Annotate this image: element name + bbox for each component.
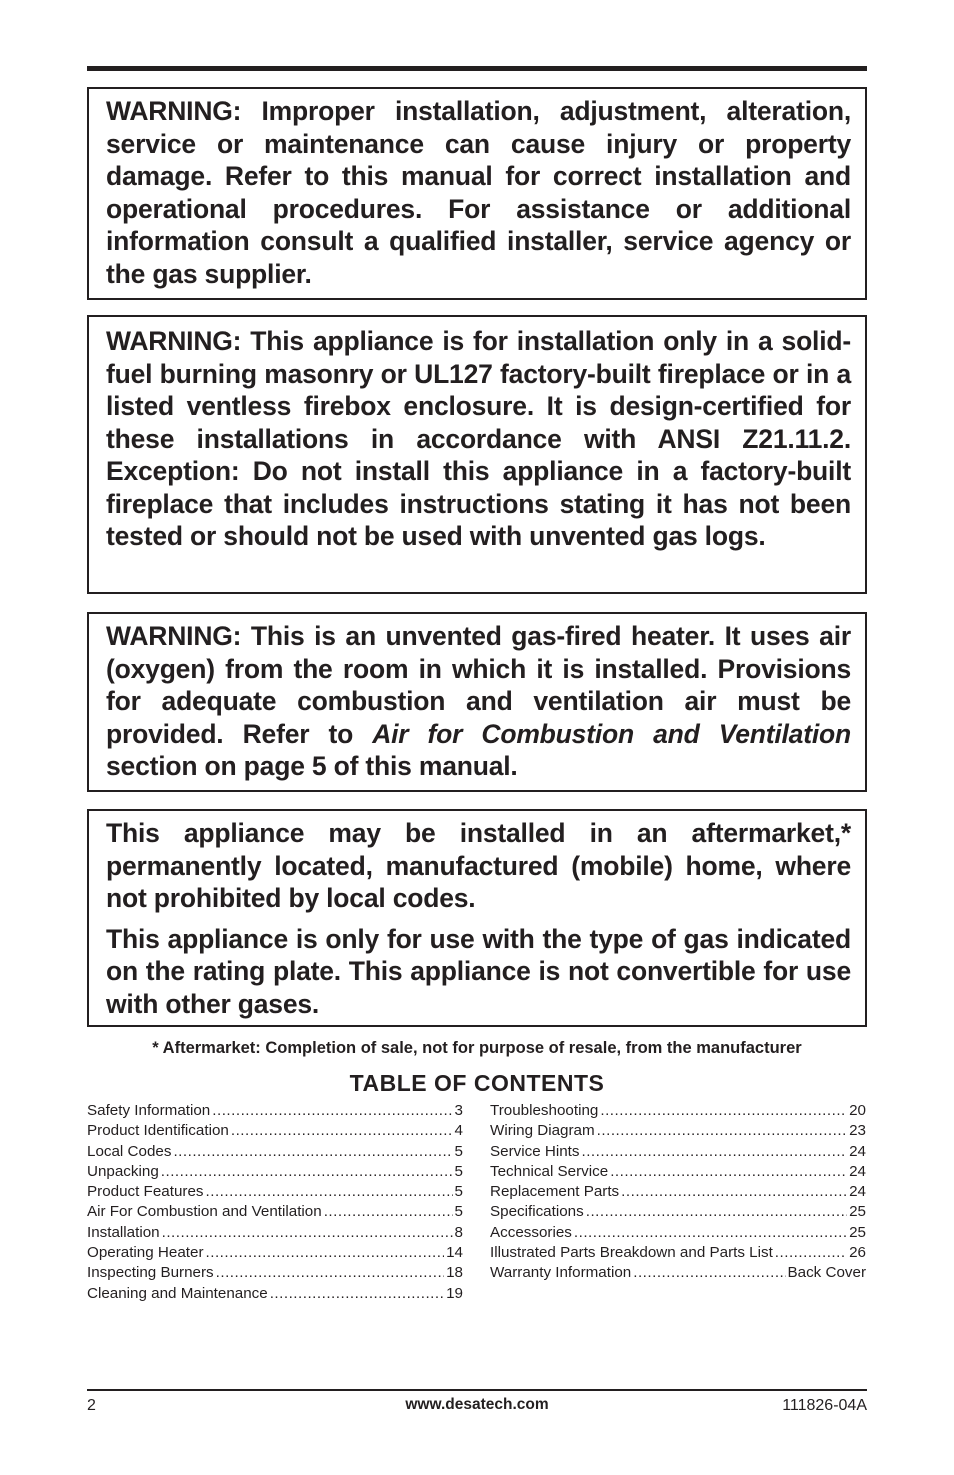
toc-entry-label: Local Codes <box>87 1142 172 1160</box>
toc-entry-label: Service Hints <box>490 1142 580 1160</box>
toc-right-column <box>490 1101 866 1284</box>
toc-entry[interactable] <box>87 1101 463 1121</box>
toc-entry[interactable] <box>490 1263 866 1283</box>
toc-entry-page: 24 <box>849 1162 866 1180</box>
toc-leader-dots <box>216 1263 444 1283</box>
toc-entry-page: 23 <box>849 1122 866 1140</box>
toc-entry-page: 25 <box>849 1203 866 1221</box>
toc-entry-label: Operating Heater <box>87 1244 204 1262</box>
toc-entry[interactable] <box>87 1142 463 1162</box>
warning-box-fireplace <box>87 315 867 594</box>
warning-box-unvented <box>87 612 867 792</box>
toc-entry[interactable] <box>87 1284 463 1304</box>
toc-entry-page: 4 <box>454 1122 463 1140</box>
toc-leader-dots <box>231 1121 453 1141</box>
toc-entry[interactable] <box>87 1243 463 1263</box>
toc-entry-label: Inspecting Burners <box>87 1264 214 1282</box>
toc-entry[interactable] <box>490 1202 866 1222</box>
toc-entry-label: Safety Information <box>87 1102 211 1119</box>
toc-entry[interactable] <box>490 1162 866 1182</box>
toc-leader-dots <box>206 1243 445 1263</box>
toc-leader-dots <box>206 1182 453 1202</box>
toc-entry[interactable] <box>490 1182 866 1202</box>
toc-entry-page: 19 <box>446 1284 463 1302</box>
toc-entry-label: Troubleshooting <box>490 1102 599 1119</box>
toc-entry-label: Replacement Parts <box>490 1183 620 1201</box>
toc-entry-label: Unpacking <box>87 1162 159 1180</box>
toc-leader-dots <box>162 1223 453 1243</box>
warning-text-unvented-after: section on page 5 of this manual. <box>106 751 518 781</box>
notice-gas-type: This appliance is only for use with the type of gas indicated on the rating plate. This appliance is not convertible for use with other gases. <box>106 923 851 1019</box>
warning-box-installation <box>87 87 867 300</box>
page-number: 2 <box>87 1397 96 1414</box>
toc-leader-dots <box>173 1142 452 1162</box>
notice-box <box>87 809 867 1027</box>
toc-entry-page: 5 <box>454 1142 463 1160</box>
toc-leader-dots <box>600 1101 847 1121</box>
warning-text-unvented-before: WARNING: This is an unvented gas-fired heater. It uses air (oxygen) from the room in which it is installed. Provisions for adequate combustion and ventilation air must be provided. Refer to <box>106 621 851 749</box>
toc-entry-page: 24 <box>849 1183 866 1201</box>
document-code: 111826-04A <box>782 1397 867 1414</box>
notice-mobile-home: This appliance may be installed in an aftermarket,* permanently located, manufactured (mobile) home, where not prohibited by local codes. <box>106 818 851 913</box>
toc-leader-dots <box>775 1243 847 1263</box>
toc-entry-page: 5 <box>454 1183 463 1201</box>
toc-entry-page: 26 <box>849 1244 866 1262</box>
toc-left-column <box>87 1101 463 1304</box>
toc-entry[interactable] <box>490 1142 866 1162</box>
toc-entry-label: Cleaning and Maintenance <box>87 1284 268 1302</box>
toc-entry-label: Specifications <box>490 1203 584 1221</box>
toc-leader-dots <box>633 1263 785 1283</box>
toc-leader-dots <box>597 1121 847 1141</box>
toc-entry-page: 8 <box>454 1223 463 1241</box>
toc-entry[interactable] <box>490 1101 866 1121</box>
toc-entry-page: 14 <box>446 1244 463 1262</box>
toc-entry-page: 24 <box>849 1142 866 1160</box>
toc-entry[interactable] <box>87 1182 463 1202</box>
toc-entry-label: Warranty Information <box>490 1264 632 1282</box>
toc-entry[interactable] <box>490 1243 866 1263</box>
toc-entry-label: Wiring Diagram <box>490 1122 595 1140</box>
warning-text-unvented <box>106 620 851 783</box>
toc-entry[interactable] <box>490 1121 866 1141</box>
toc-entry-label: Air For Combustion and Ventilation <box>87 1203 322 1221</box>
toc-leader-dots <box>610 1162 847 1182</box>
toc-entry-label: Product Features <box>87 1183 204 1201</box>
footer-rule <box>87 1389 867 1391</box>
toc-entry[interactable] <box>87 1263 463 1283</box>
website-url[interactable]: www.desatech.com <box>405 1396 549 1413</box>
toc-entry-page: 25 <box>849 1223 866 1241</box>
toc-entry-page: 5 <box>454 1203 463 1221</box>
toc-entry[interactable] <box>87 1121 463 1141</box>
toc-entry-page: 20 <box>849 1102 866 1119</box>
toc-entry-page: Back Cover <box>787 1264 866 1282</box>
toc-leader-dots <box>574 1223 847 1243</box>
toc-leader-dots <box>581 1142 847 1162</box>
toc-entry[interactable] <box>490 1223 866 1243</box>
toc-title: TABLE OF CONTENTS <box>349 1070 605 1096</box>
combustion-section-reference: Air for Combustion and Ventilation <box>372 718 851 749</box>
warning-text-fireplace: WARNING: This appliance is for installation only in a solid-fuel burning masonry or UL127 factory-built fireplace or in a listed ventless firebox enclosure. It is design-certified for these installations in accordance with ANSI Z21.11.2. Exception: Do not install this appliance in a factory-built fireplace that includes instructions stating it has not been tested or should not be used with unvented gas logs. <box>106 326 851 551</box>
toc-entry-page: 18 <box>446 1264 463 1282</box>
toc-entry[interactable] <box>87 1202 463 1222</box>
toc-entry[interactable] <box>87 1223 463 1243</box>
toc-leader-dots <box>161 1162 453 1182</box>
toc-leader-dots <box>586 1202 847 1222</box>
toc-entry-label: Accessories <box>490 1223 572 1241</box>
toc-leader-dots <box>324 1202 453 1222</box>
toc-entry-page: 3 <box>454 1102 463 1119</box>
toc-leader-dots <box>270 1284 444 1304</box>
toc-entry-label: Technical Service <box>490 1162 609 1180</box>
toc-entry-label: Product Identification <box>87 1122 229 1140</box>
toc-entry-page: 5 <box>454 1162 463 1180</box>
aftermarket-footnote: * Aftermarket: Completion of sale, not for purpose of resale, from the manufacturer <box>152 1039 802 1057</box>
toc-entry-label: Illustrated Parts Breakdown and Parts List <box>490 1244 773 1262</box>
warning-text-installation: WARNING: Improper installation, adjustment, alteration, service or maintenance can cause injury or property damage. Refer to this manual for correct installation and operational procedures. For assistance or additional information consult a qualified installer, service agency or the gas supplier. <box>106 96 851 289</box>
top-rule <box>87 66 867 71</box>
toc-entry[interactable] <box>87 1162 463 1182</box>
toc-leader-dots <box>621 1182 847 1202</box>
toc-entry-label: Installation <box>87 1223 160 1241</box>
toc-leader-dots <box>212 1101 452 1121</box>
